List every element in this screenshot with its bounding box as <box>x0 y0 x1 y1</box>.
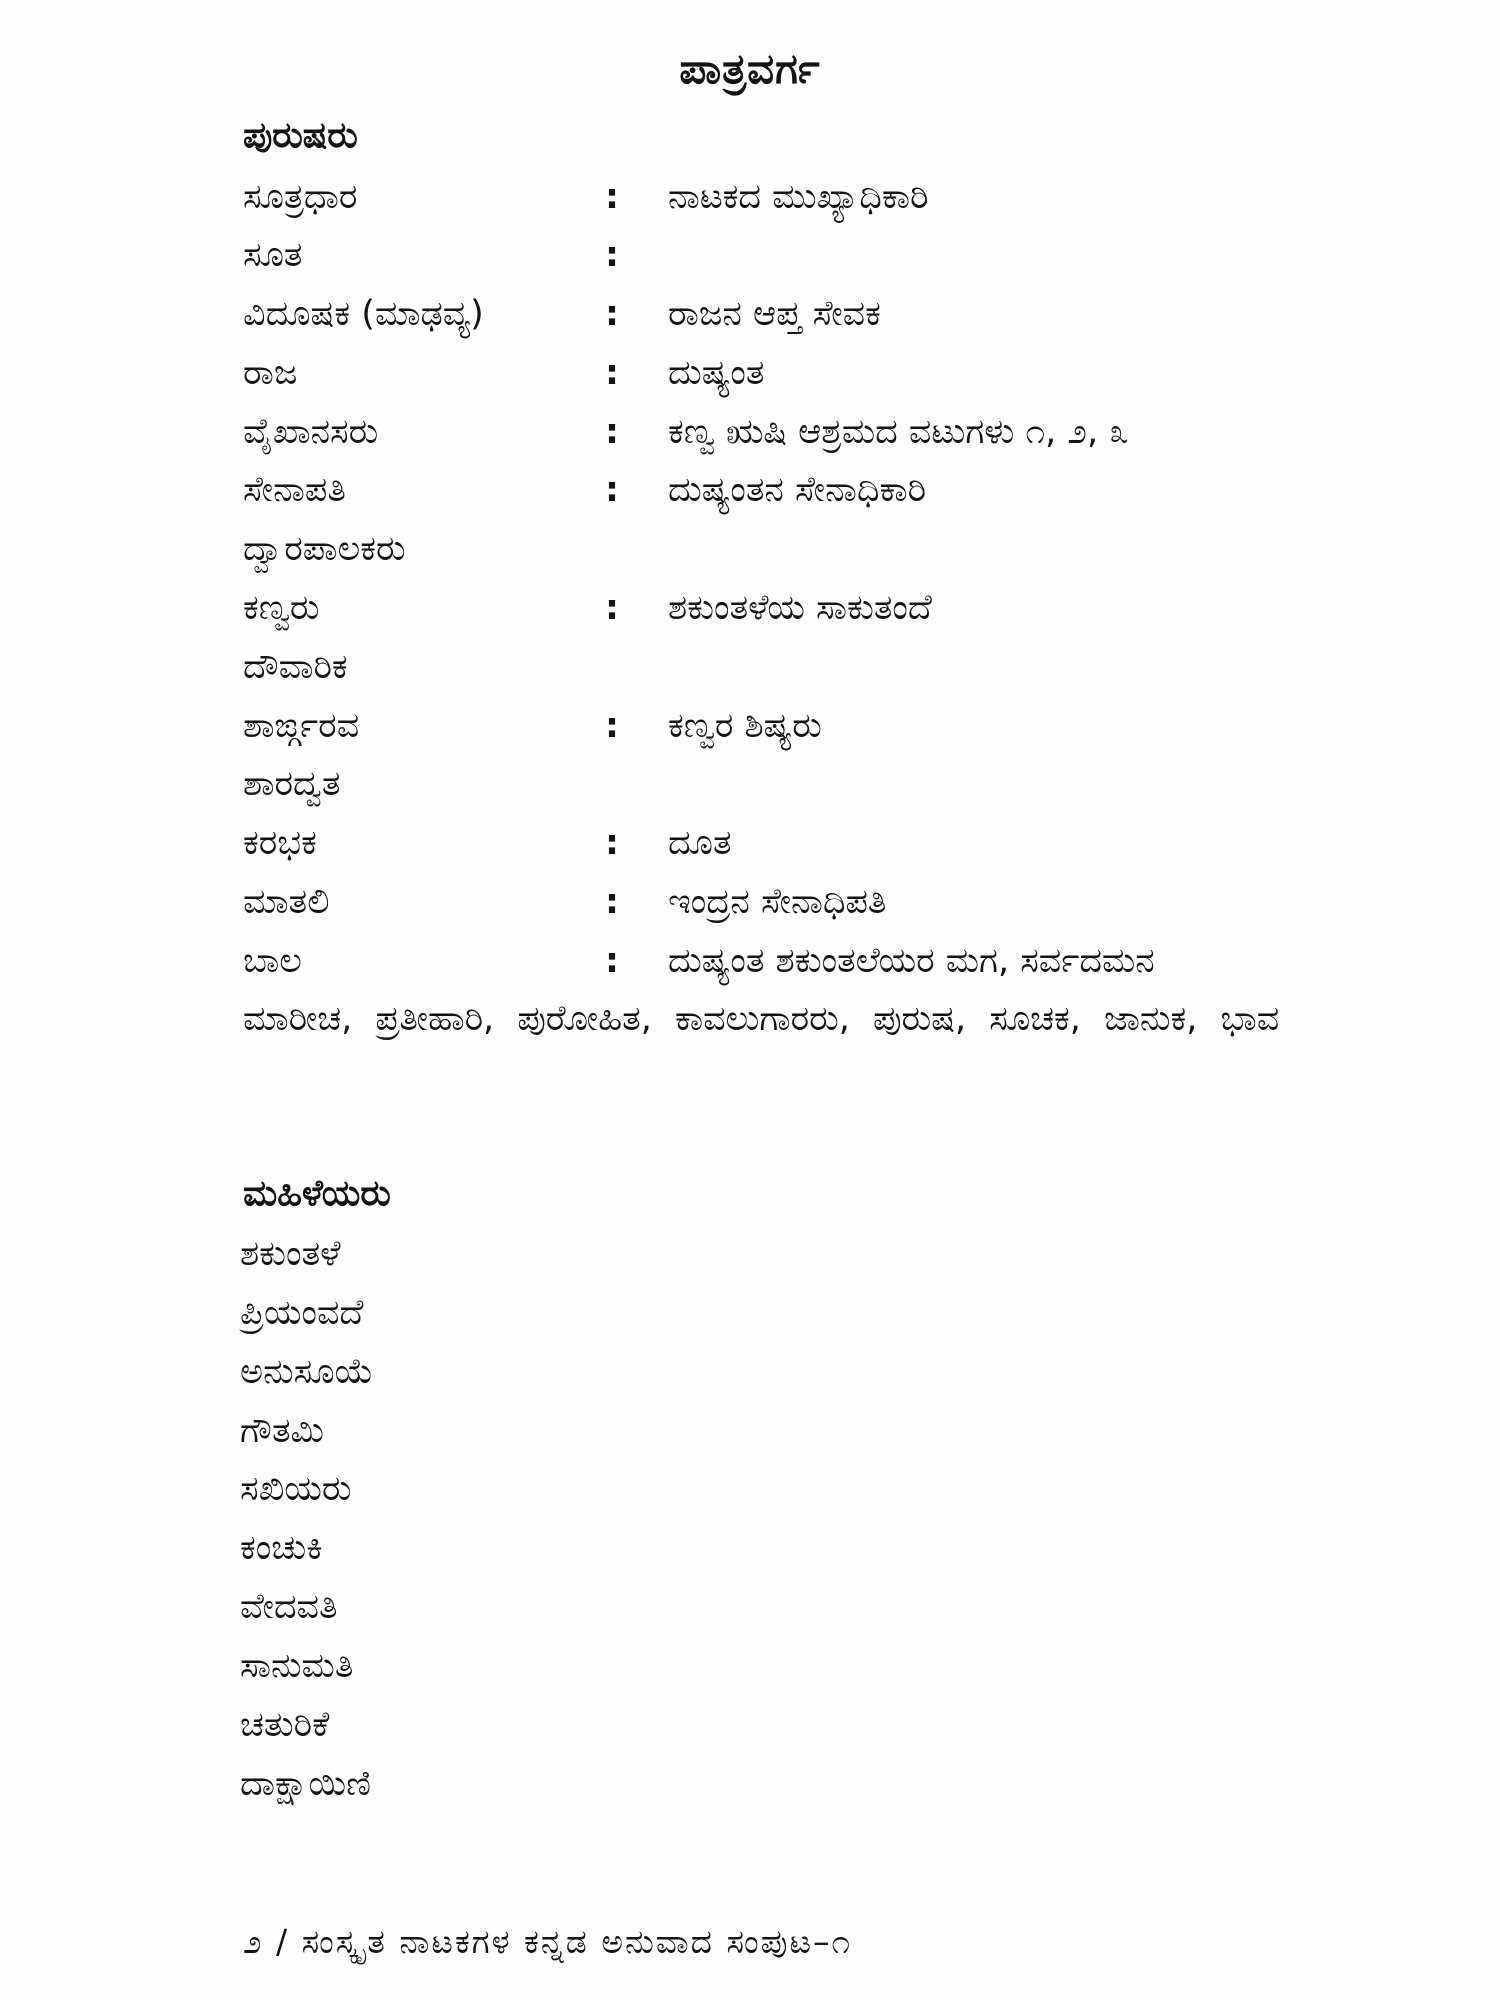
separator-colon: : <box>605 470 619 510</box>
separator-colon: : <box>605 706 619 746</box>
female-character: ಪ್ರಿಯಂವದೆ <box>240 1293 364 1333</box>
character-name: ಸೂತ <box>243 235 303 275</box>
female-character: ಅನುಸೂಯೆ <box>240 1352 374 1392</box>
female-character: ಸಖಿಯರು <box>240 1469 352 1509</box>
character-name: ಕರಭಕ <box>243 823 317 863</box>
character-name: ಶಾರದ್ವತ <box>243 764 341 804</box>
character-description: ರಾಜನ ಆಪ್ತ ಸೇವಕ <box>668 294 881 334</box>
separator-colon: : <box>605 177 619 217</box>
female-section-heading: ಮಹಿಳೆಯರು <box>243 1173 391 1214</box>
character-description: ಶಕುಂತಳೆಯ ಸಾಕುತಂದೆ <box>668 588 932 628</box>
character-name: ಮಾತಲಿ <box>243 882 330 922</box>
male-section-heading: ಪುರುಷರು <box>243 115 358 156</box>
character-name: ಸೂತ್ರಧಾರ <box>243 177 358 217</box>
separator-colon: : <box>605 353 619 393</box>
character-name: ಶಾರ್ಙ್ಗರವ <box>243 706 360 746</box>
female-character: ಸಾನುಮತಿ <box>240 1646 354 1686</box>
character-description: ದುಷ್ಯಂತನ ಸೇನಾಧಿಕಾರಿ <box>668 470 927 510</box>
female-character: ವೇದವತಿ <box>240 1587 338 1627</box>
separator-colon: : <box>605 823 619 863</box>
character-description: ನಾಟಕದ ಮುಖ್ಯಾಧಿಕಾರಿ <box>668 177 929 217</box>
separator-colon: : <box>605 588 619 628</box>
separator-colon: : <box>605 294 619 334</box>
female-character: ದಾಕ್ಷಾಯಿಣಿ <box>240 1764 371 1804</box>
page-footer: ೨ / ಸಂಸ್ಕೃತ ನಾಟಕಗಳ ಕನ್ನಡ ಅನುವಾದ ಸಂಪುಟ–೧ <box>243 1922 852 1961</box>
character-name: ಸೇನಾಪತಿ <box>243 470 346 510</box>
character-description: ದೂತ <box>668 823 732 863</box>
character-description: ಕಣ್ವ ಋಷಿ ಆಶ್ರಮದ ವಟುಗಳು ೧, ೨, ೩ <box>668 412 1129 452</box>
separator-colon: : <box>605 412 619 452</box>
female-character: ಶಕುಂತಳೆ <box>240 1234 341 1274</box>
separator-colon: : <box>605 882 619 922</box>
character-description: ಇಂದ್ರನ ಸೇನಾಧಿಪತಿ <box>668 882 887 922</box>
character-name: ದ್ವಾರಪಾಲಕರು <box>243 529 406 569</box>
character-description: ದುಷ್ಯಂತ ಶಕುಂತಲೆಯರ ಮಗ, ಸರ್ವದಮನ <box>668 941 1155 981</box>
character-name: ರಾಜ <box>243 353 298 393</box>
character-name: ಬಾಲ <box>243 941 302 981</box>
female-character: ಕಂಚುಕಿ <box>240 1528 323 1568</box>
character-name: ವೈಖಾನಸರು <box>243 412 379 452</box>
character-description: ದುಷ್ಯಂತ <box>668 353 765 393</box>
page-title: ಪಾತ್ರವರ್ಗ <box>679 44 821 93</box>
character-name: ವಿದೂಷಕ (ಮಾಢವ್ಯ) <box>243 294 484 334</box>
other-male-characters: ಮಾರೀಚ, ಪ್ರತೀಹಾರಿ, ಪುರೋಹಿತ, ಕಾವಲುಗಾರರು, ಪುರುಷ, ಸೂಚಕ, ಜಾನುಕ, ಭಾವ <box>243 999 1280 1039</box>
character-name: ದೌವಾರಿಕ <box>243 647 348 687</box>
female-character: ಚತುರಿಕೆ <box>240 1705 330 1745</box>
character-name: ಕಣ್ವರು <box>243 588 320 628</box>
character-description: ಕಣ್ವರ ಶಿಷ್ಯರು <box>668 706 822 746</box>
separator-colon: : <box>605 235 619 275</box>
separator-colon: : <box>605 941 619 981</box>
female-character: ಗೌತಮಿ <box>240 1411 324 1451</box>
